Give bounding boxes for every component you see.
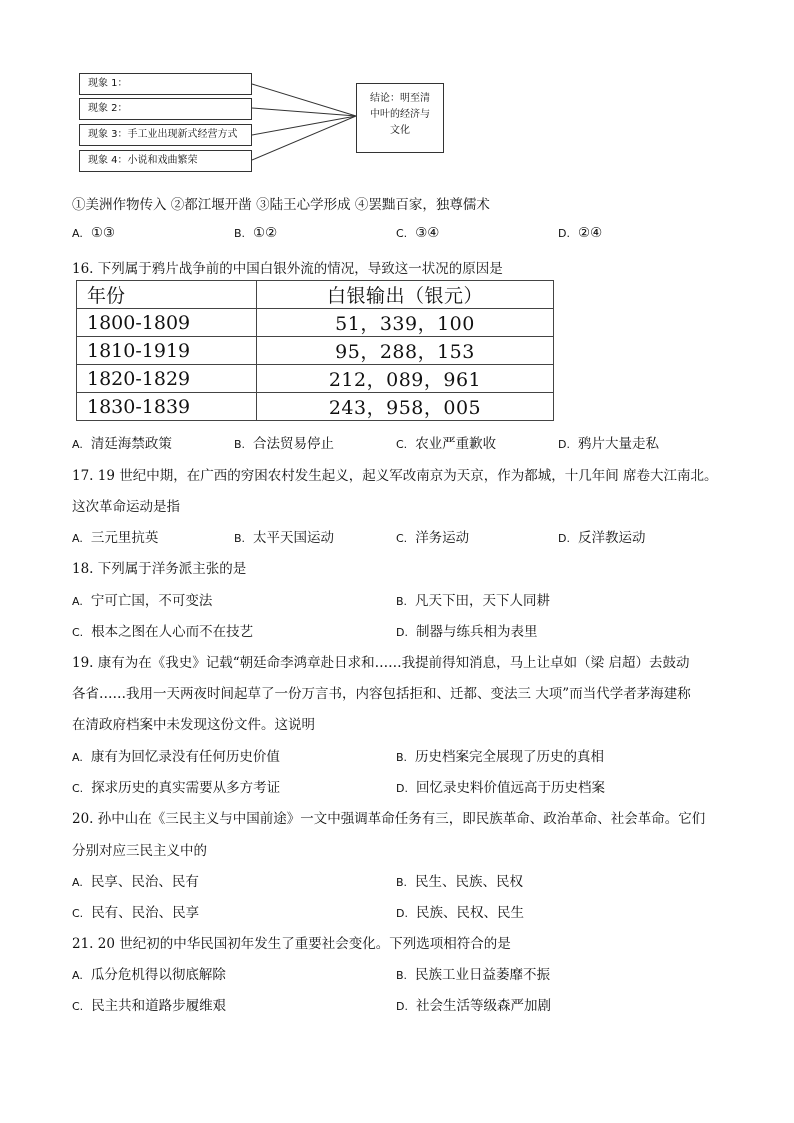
q19-option-a[interactable]: A. 康有为回忆录没有任何历史价值 (72, 749, 280, 765)
q19-stem-line-2: 各省……我用一天两夜时间起草了一份万言书，内容包括拒和、迁都、变法三 大项”而当代学者茅海建称 (72, 686, 691, 702)
q18-option-c[interactable]: C. 根本之图在人心而不在技艺 (72, 624, 254, 640)
q18-option-b[interactable]: B. 凡天下田，天下人同耕 (396, 593, 551, 609)
q21-stem: 21. 20 世纪初的中华民国初年发生了重要社会变化。下列选项相符合的是 (72, 936, 511, 952)
conclusion-box (356, 83, 444, 153)
q15-option-c[interactable]: C. ③④ (396, 225, 440, 241)
conclusion-line: 文化 (390, 125, 410, 136)
q17-option-c[interactable]: C. 洋务运动 (396, 530, 470, 546)
q16-option-c[interactable]: C. 农业严重歉收 (396, 436, 497, 452)
q20-option-d[interactable]: D. 民族、民权、民生 (396, 905, 524, 921)
q20-option-c[interactable]: C. 民有、民治、民享 (72, 905, 200, 921)
q16-stem: 16. 下列属于鸦片战争前的中国白银外流的情况，导致这一状况的原因是 (72, 261, 503, 277)
q20-option-a[interactable]: A. 民享、民治、民有 (72, 874, 199, 890)
table-cell: 212，089，961 (257, 365, 554, 393)
table-header-cell: 年份 (77, 281, 257, 309)
phenomenon-box-1 (79, 73, 252, 95)
q18-option-d[interactable]: D. 制器与练兵相为表里 (396, 624, 538, 640)
q17-option-b[interactable]: B. 太平天国运动 (234, 530, 335, 546)
phenomenon-box-3 (79, 124, 252, 146)
q16-option-d[interactable]: D. 鸦片大量走私 (558, 436, 659, 452)
q19-option-c[interactable]: C. 探求历史的真实需要从多方考证 (72, 780, 281, 796)
q20-stem-line-1: 20. 孙中山在《三民主义与中国前途》一文中强调革命任务有三，即民族革命、政治革命、社会革命。它们 (72, 811, 706, 827)
phenomenon-label: 现象 4：小说和戏曲繁荣 (88, 155, 198, 166)
q19-option-b[interactable]: B. 历史档案完全展现了历史的真相 (396, 749, 605, 765)
table-cell: 1830-1839 (77, 393, 257, 421)
silver-outflow-table (76, 280, 554, 421)
table-row (77, 337, 554, 365)
q19-stem-line-1: 19. 康有为在《我史》记载“朝廷命李鸿章赴日求和……我提前得知消息，马上让卓如（梁 启超）去鼓动 (72, 655, 690, 671)
table-row (77, 309, 554, 337)
conclusion-line: 结论：明至清 (370, 93, 430, 104)
phenomenon-box-2 (79, 98, 252, 120)
q20-option-b[interactable]: B. 民生、民族、民权 (396, 874, 524, 890)
q21-option-a[interactable]: A. 瓜分危机得以彻底解除 (72, 967, 226, 983)
q21-option-d[interactable]: D. 社会生活等级森严加剧 (396, 998, 551, 1014)
phenomenon-label: 现象 2： (88, 103, 128, 114)
q20-stem-line-2: 分别对应三民主义中的 (72, 843, 207, 859)
q18-stem: 18. 下列属于洋务派主张的是 (72, 561, 247, 577)
q17-option-d[interactable]: D. 反洋教运动 (558, 530, 646, 546)
q19-option-d[interactable]: D. 回忆录史料价值远高于历史档案 (396, 780, 605, 796)
q15-option-b[interactable]: B. ①② (234, 225, 278, 241)
table-row (77, 365, 554, 393)
phenomenon-label: 现象 1： (88, 78, 128, 89)
table-header-cell: 白银输出（银元） (257, 281, 554, 309)
q15-items: ①美洲作物传入 ②都江堰开凿 ③陆王心学形成 ④罢黜百家，独尊儒术 (72, 197, 490, 213)
table-cell: 1820-1829 (77, 365, 257, 393)
phenomenon-label: 现象 3：手工业出现新式经营方式 (88, 129, 238, 140)
q16-option-b[interactable]: B. 合法贸易停止 (234, 436, 335, 452)
q19-stem-line-3: 在清政府档案中未发现这份文件。这说明 (72, 717, 315, 733)
q21-option-b[interactable]: B. 民族工业日益萎靡不振 (396, 967, 551, 983)
phenomenon-box-4 (79, 150, 252, 172)
q21-option-c[interactable]: C. 民主共和道路步履维艰 (72, 998, 227, 1014)
q17-stem-line-1: 17. 19 世纪中期，在广西的穷困农村发生起义，起义军改南京为天京，作为都城，十几年间 席卷大江南北。 (72, 468, 718, 484)
q18-option-a[interactable]: A. 宁可亡国，不可变法 (72, 593, 213, 609)
table-cell: 1810-1919 (77, 337, 257, 365)
conclusion-line: 中叶的经济与 (370, 109, 430, 120)
table-cell: 1800-1809 (77, 309, 257, 337)
table-cell: 51，339，100 (257, 309, 554, 337)
q15-option-d[interactable]: D. ②④ (558, 225, 603, 241)
q17-option-a[interactable]: A. 三元里抗英 (72, 530, 159, 546)
table-cell: 95，288，153 (257, 337, 554, 365)
q15-option-a[interactable]: A. ①③ (72, 225, 116, 241)
q16-option-a[interactable]: A. 清廷海禁政策 (72, 436, 172, 452)
table-cell: 243，958，005 (257, 393, 554, 421)
table-row (77, 393, 554, 421)
q17-stem-line-2: 这次革命运动是指 (72, 499, 180, 515)
table-header-row (77, 281, 554, 309)
